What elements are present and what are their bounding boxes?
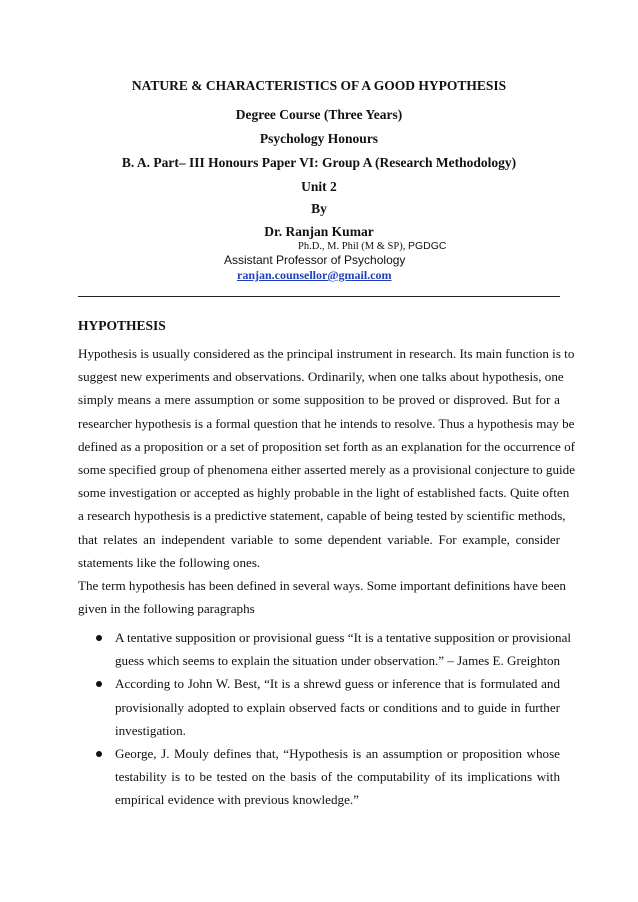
paragraph-line: defined as a proposition or a set of proposition set forth as an explanation for the occurrence of	[78, 438, 576, 454]
course-line: Degree Course (Three Years)	[235, 107, 403, 122]
subject-line: Psychology Honours	[259, 131, 379, 146]
author-email-link[interactable]: ranjan.counsellor@gmail.com	[237, 268, 392, 282]
definition-list	[78, 626, 572, 812]
list-item	[78, 626, 572, 672]
paragraph-line: researcher hypothesis is a formal question that he intends to resolve. Thus a hypothesis may be	[78, 415, 575, 431]
author-credentials	[298, 240, 447, 252]
list-item-line: A tentative supposition or provisional guess “It is a tentative supposition or provisional	[115, 630, 572, 645]
unit-line: Unit 2	[301, 179, 337, 194]
list-item-line: George, J. Mouly defines that, “Hypothesis is an assumption or proposition whose	[115, 745, 560, 761]
paragraph-line: suggest new experiments and observations. Ordinarily, when one talks about hypothesis, one	[78, 369, 564, 385]
paragraph-definitions-intro	[78, 574, 566, 620]
paragraph-line: a research hypothesis is a predictive statement, capable of being tested by scientific methods,	[78, 508, 566, 524]
list-item-line: guess which seems to explain the situation under observation.” – James E. Greighton	[115, 653, 561, 669]
author-name: Dr. Ranjan Kumar	[264, 224, 374, 239]
credentials-text: Ph.D., M. Phil (M & SP),	[298, 241, 406, 252]
bullet-icon	[96, 635, 102, 641]
paragraph-line: given in the following paragraphs	[78, 601, 255, 617]
paragraph-line: statements like the following ones.	[78, 554, 261, 570]
paragraph-line: Hypothesis is usually considered as the principal instrument in research. Its main function is to	[78, 346, 575, 361]
list-item-line: testability is to be tested on the basis of the computability of its implications with	[115, 769, 560, 785]
by-line: By	[311, 201, 327, 216]
paragraph-line: The term hypothesis has been defined in several ways. Some important definitions have been	[78, 578, 566, 593]
paragraph-line: that relates an independent variable to some dependent variable. For example, consider	[78, 531, 560, 547]
paragraph-intro	[78, 342, 576, 574]
header-divider	[78, 296, 560, 297]
list-item-line: According to John W. Best, “It is a shrewd guess or inference that is formulated and	[115, 676, 560, 692]
author-role: Assistant Professor of Psychology	[224, 253, 406, 267]
section-heading: HYPOTHESIS	[78, 318, 166, 333]
bullet-icon	[96, 681, 102, 687]
list-item-line: provisionally adopted to explain observed facts or conditions and to guide in further	[115, 699, 560, 715]
paper-line: B. A. Part– III Honours Paper VI: Group A (Research Methodology)	[121, 155, 517, 170]
bullet-icon	[96, 751, 102, 757]
paragraph-line: some investigation or accepted as highly probable in the light of established facts. Quite often	[78, 485, 570, 501]
list-item-line: empirical evidence with previous knowledge.”	[115, 792, 359, 808]
list-item-line: investigation.	[115, 722, 186, 738]
document-title: NATURE & CHARACTERISTICS OF A GOOD HYPOTHESIS	[131, 78, 507, 93]
list-item	[78, 672, 560, 742]
credentials-pgdgc: PGDGC	[407, 240, 447, 252]
paragraph-line: some specified group of phenomena either asserted merely as a provisional conjecture to guide	[78, 461, 576, 477]
paragraph-line: simply means a mere assumption or some supposition to be proved or disproved. But for a	[78, 392, 560, 408]
list-item	[78, 742, 560, 812]
